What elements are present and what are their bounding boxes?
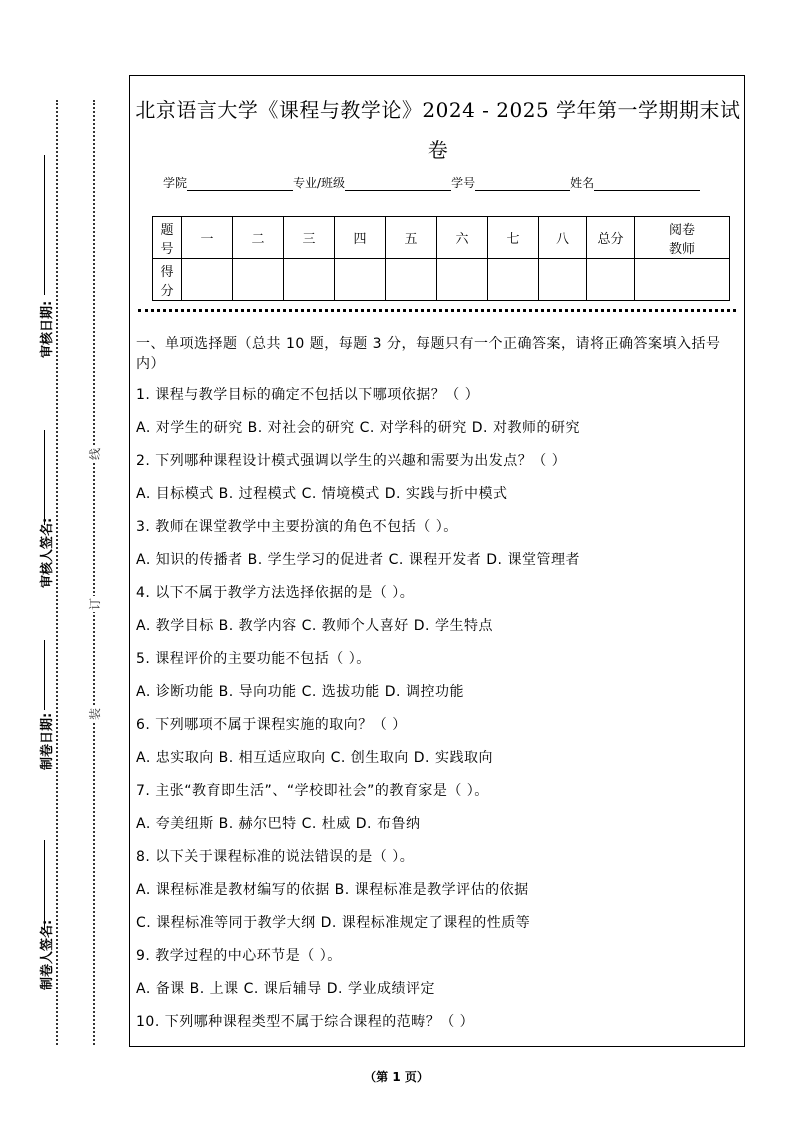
reviewer-sign-label: 审核人签名: [40, 517, 55, 588]
question-5-options: A. 诊断功能 B. 导向功能 C. 选拔功能 D. 调控功能 [136, 684, 464, 700]
score-label: 得 分 [153, 259, 182, 301]
score-header-row [153, 217, 730, 259]
maker-sign-line [44, 840, 45, 930]
col-2: 二 [233, 217, 284, 259]
question-8: 8. 以下关于课程标准的说法错误的是（ ）。 [136, 849, 415, 865]
question-3: 3. 教师在课堂教学中主要扮演的角色不包括（ ）。 [136, 519, 458, 535]
question-10: 10. 下列哪种课程类型不属于综合课程的范畴？（ ） [136, 1014, 475, 1030]
score-cell[interactable] [182, 259, 233, 301]
question-4: 4. 以下不属于教学方法选择依据的是（ ）。 [136, 585, 415, 601]
binding-margin [0, 0, 120, 1122]
question-8-options-cd: C. 课程标准等同于教学大纲 D. 课程标准规定了课程的性质等 [136, 915, 531, 931]
col-6: 六 [437, 217, 488, 259]
major-class-field[interactable] [345, 178, 451, 191]
question-number-label: 题 号 [153, 217, 182, 259]
question-7-options: A. 夸美纽斯 B. 赫尔巴特 C. 杜威 D. 布鲁纳 [136, 816, 421, 832]
question-8-options-ab: A. 课程标准是教材编写的依据 B. 课程标准是教学评估的依据 [136, 882, 529, 898]
grader-cell[interactable] [635, 259, 730, 301]
student-id-field[interactable] [475, 178, 570, 191]
section-1-heading: 一、单项选择题（总共 10 题，每题 3 分，每题只有一个正确答案，请将正确答案填入括号内） [136, 336, 721, 372]
major-class-label: 专业/班级 [293, 176, 346, 190]
score-value-row [153, 259, 730, 301]
bind-mark-staple: 订 [88, 597, 102, 610]
reviewer-sign-line [44, 430, 45, 525]
question-9-options: A. 备课 B. 上课 C. 课后辅导 D. 学业成绩评定 [136, 981, 435, 997]
score-cell[interactable] [488, 259, 539, 301]
question-1-options: A. 对学生的研究 B. 对社会的研究 C. 对学科的研究 D. 对教师的研究 [136, 420, 580, 436]
bind-mark-bind: 装 [88, 707, 102, 720]
question-2: 2. 下列哪种课程设计模式强调以学生的兴趣和需要为出发点？（ ） [136, 453, 567, 469]
question-9: 9. 教学过程的中心环节是（ ）。 [136, 948, 342, 964]
question-3-options: A. 知识的传播者 B. 学生学习的促进者 C. 课程开发者 D. 课堂管理者 [136, 552, 580, 568]
college-label: 学院 [163, 176, 188, 190]
col-3: 三 [284, 217, 335, 259]
dotted-separator [138, 309, 736, 312]
question-2-options: A. 目标模式 B. 过程模式 C. 情境模式 D. 实践与折中模式 [136, 486, 508, 502]
col-4: 四 [335, 217, 386, 259]
reviewer-date-line [44, 155, 45, 295]
page-number: （第 1 页） [364, 1070, 429, 1084]
maker-date-label: 制卷日期: [40, 712, 55, 770]
student-id-label: 学号 [451, 176, 476, 190]
section-1 [136, 334, 740, 1040]
col-total: 总分 [587, 217, 635, 259]
student-info-row [163, 174, 700, 191]
bind-mark-line: 线 [88, 447, 102, 460]
score-cell[interactable] [233, 259, 284, 301]
question-5: 5. 课程评价的主要功能不包括（ ）。 [136, 651, 371, 667]
score-table [152, 216, 730, 301]
binding-dotted-line-inner [93, 100, 95, 1045]
score-cell[interactable] [539, 259, 587, 301]
binding-dotted-line-outer [56, 100, 58, 1045]
grader-label: 阅卷 教师 [635, 217, 730, 259]
question-6: 6. 下列哪项不属于课程实施的取向？（ ） [136, 717, 407, 733]
score-cell[interactable] [335, 259, 386, 301]
score-cell[interactable] [587, 259, 635, 301]
name-field[interactable] [594, 178, 700, 191]
score-cell[interactable] [437, 259, 488, 301]
college-field[interactable] [187, 178, 293, 191]
maker-sign-label: 制卷人签名: [40, 919, 55, 990]
question-4-options: A. 教学目标 B. 教学内容 C. 教师个人喜好 D. 学生特点 [136, 618, 493, 634]
question-7: 7. 主张“教育即生活”、“学校即社会”的教育家是（ ）。 [136, 783, 489, 799]
question-1: 1. 课程与教学目标的确定不包括以下哪项依据？（ ） [136, 387, 480, 403]
reviewer-date-label: 审核日期: [40, 300, 55, 358]
exam-frame [129, 75, 745, 1047]
score-cell[interactable] [284, 259, 335, 301]
col-5: 五 [386, 217, 437, 259]
col-7: 七 [488, 217, 539, 259]
col-8: 八 [539, 217, 587, 259]
score-cell[interactable] [386, 259, 437, 301]
question-6-options: A. 忠实取向 B. 相互适应取向 C. 创生取向 D. 实践取向 [136, 750, 493, 766]
name-label: 姓名 [570, 176, 595, 190]
maker-date-line [44, 640, 45, 710]
exam-title: 北京语言大学《课程与教学论》2024 - 2025 学年第一学期期末试卷 [135, 98, 741, 162]
col-1: 一 [182, 217, 233, 259]
